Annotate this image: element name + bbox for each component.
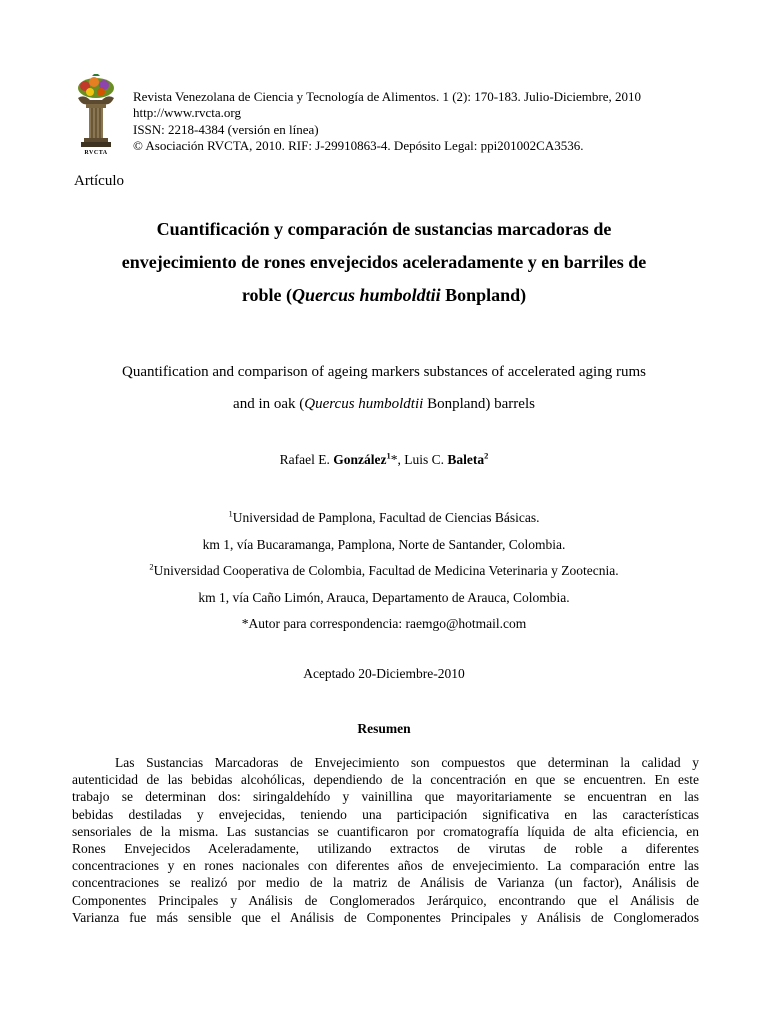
- abstract-line: concentraciones se realizó por medio de la matriz de Análisis de Varianza (un factor), Análisis de: [72, 875, 699, 891]
- title-species-italic: Quercus humboldtii: [292, 285, 441, 305]
- author-1-affiliation-mark: 1: [386, 450, 391, 461]
- author-1-last-name: González: [333, 452, 387, 467]
- rvcta-column-logo-icon: [70, 74, 122, 160]
- affiliation-2-mark: 2: [149, 561, 154, 572]
- accepted-date: Aceptado 20-Diciembre-2010: [303, 666, 465, 681]
- journal-citation: Revista Venezolana de Ciencia y Tecnología de Alimentos. 1 (2): 170-183. Julio-Diciembre, 2010: [133, 89, 642, 104]
- affiliation-1-line-1: [0, 505, 768, 532]
- affiliation-1-name: Universidad de Pamplona, Facultad de Ciencias Básicas.: [232, 510, 540, 525]
- title-line-3-post: Bonpland): [440, 285, 527, 305]
- title-line-3: [70, 279, 698, 312]
- author-1-first-name: Rafael E.: [279, 452, 334, 467]
- title-line-3-pre: roble (: [241, 285, 293, 305]
- affiliation-1-line-2: km 1, vía Bucaramanga, Pamplona, Norte de Santander, Colombia.: [202, 536, 566, 552]
- affiliation-1-mark: 1: [228, 508, 233, 519]
- abstract-line: Las Sustancias Marcadoras de Envejecimiento son compuestos que determinan la calidad y: [115, 755, 699, 770]
- article-title: [70, 213, 698, 312]
- english-title-line-2-post: Bonpland) barrels: [423, 396, 535, 412]
- abstract-line: autenticidad de las bebidas alcohólicas, dependiendo de la concentración en que se encuentren. En este: [72, 772, 699, 788]
- correspondence-email[interactable]: *Autor para correspondencia: raemgo@hotmail.com: [241, 616, 527, 631]
- english-title-line-2: [60, 388, 708, 420]
- author-2-first-name: Luis C.: [404, 452, 448, 467]
- abstract-line: trabajo se determinan dos: siringaldehído y vainillina que mayoritariamente se encuentran en las: [72, 789, 699, 805]
- author-list: [0, 452, 768, 468]
- affiliation-2-line-2: km 1, vía Caño Limón, Arauca, Departamento de Arauca, Colombia.: [198, 589, 570, 605]
- abstract-line: Componentes Principales y Análisis de Conglomerados Jerárquico, encontrando que el Análisis de: [72, 892, 699, 908]
- affiliations: [0, 505, 768, 638]
- logo-caption: RVCTA: [84, 150, 108, 156]
- english-title-line-1: Quantification and comparison of ageing markers substances of accelerated aging rums: [122, 364, 646, 380]
- corresponding-author-mark: *,: [390, 452, 405, 467]
- journal-issn: ISSN: 2218-4384 (versión en línea): [133, 121, 319, 137]
- affiliation-2-line-1: [0, 558, 768, 585]
- column-logo-graphic: [70, 74, 122, 150]
- journal-url[interactable]: http://www.rvcta.org: [133, 105, 241, 121]
- abstract-line: sensoriales de la misma. Las sustancias se cuantificaron por cromatografía líquida de alta eficiencia, en: [72, 823, 699, 839]
- english-title-line-2-pre: and in oak (: [233, 396, 305, 412]
- abstract-line: bebidas destiladas y envejecidas, teniendo una participación significativa en las características: [72, 806, 699, 822]
- affiliation-2-name: Universidad Cooperativa de Colombia, Facultad de Medicina Veterinaria y Zootecnia.: [153, 563, 619, 578]
- english-title: [60, 356, 708, 420]
- author-2-last-name: Baleta: [447, 452, 485, 467]
- abstract-line: Rones Envejecidos Aceleradamente, utilizando extractos de virutas de roble a diferentes: [72, 840, 699, 856]
- abstract-heading: Resumen: [357, 721, 411, 736]
- journal-copyright: © Asociación RVCTA, 2010. RIF: J-29910863-4. Depósito Legal: ppi201002CA3536.: [133, 138, 584, 154]
- abstract-line: Varianza fue más sensible que el Análisis de Componentes Principales y Análisis de Conglomerados: [72, 909, 699, 925]
- abstract-line: concentraciones y en rones nacionales con diferentes años de envejecimiento. La comparación entre las: [72, 858, 699, 874]
- title-line-2: envejecimiento de rones envejecidos aceleradamente y en barriles de: [121, 252, 647, 272]
- english-title-species-italic: Quercus humboldtii: [304, 396, 424, 412]
- author-2-affiliation-mark: 2: [484, 450, 489, 461]
- section-label: Artículo: [74, 173, 124, 189]
- journal-header: [133, 89, 641, 155]
- abstract-body: [72, 754, 699, 926]
- title-line-1: Cuantificación y comparación de sustancias marcadoras de: [156, 219, 612, 239]
